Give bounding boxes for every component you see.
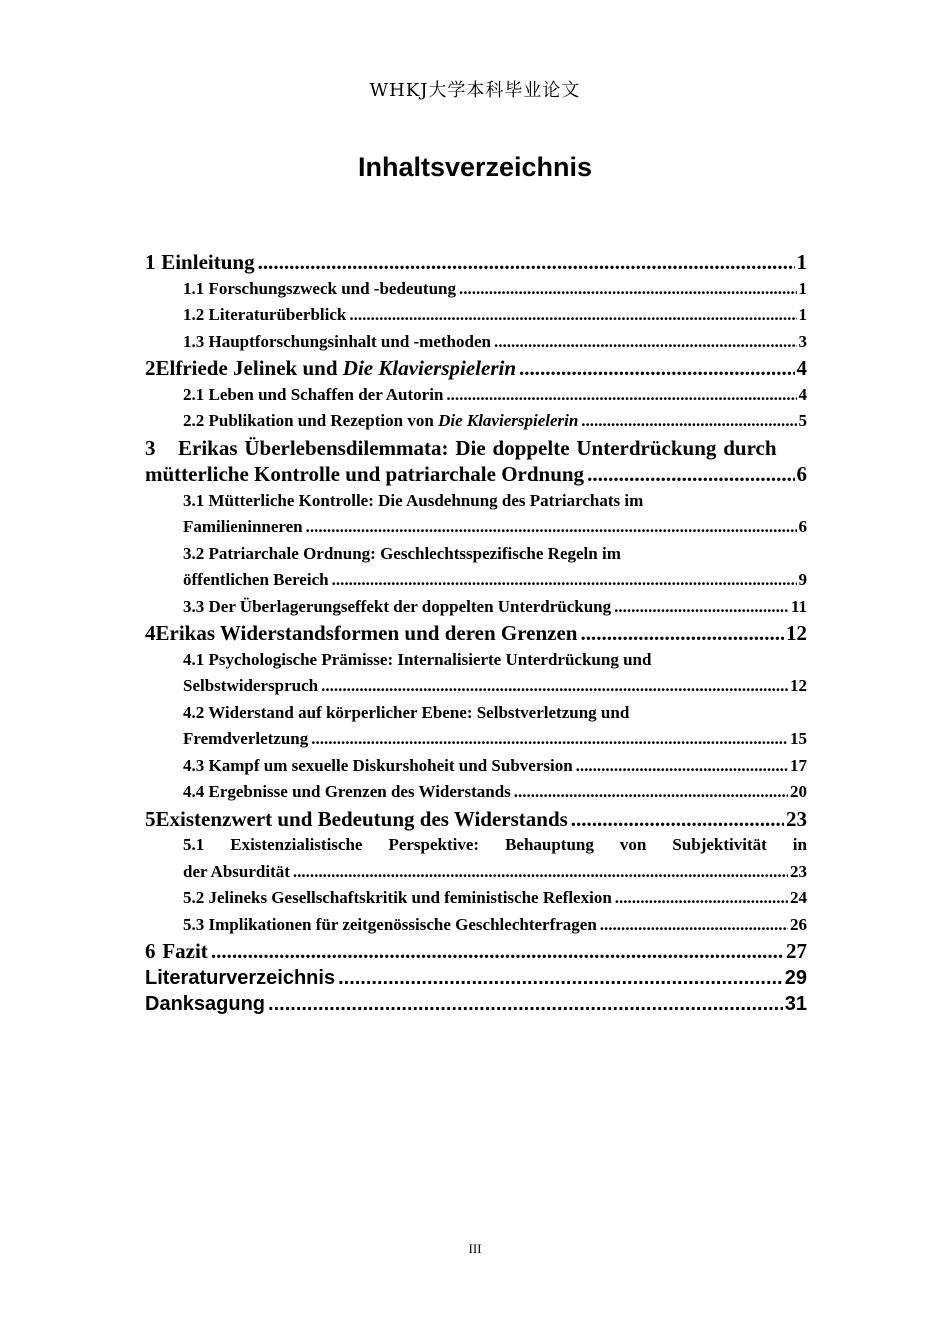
- toc-entry-section-5-1[interactable]: [145, 832, 807, 885]
- page-number: 6: [798, 517, 807, 536]
- section-title: 3.2 Patriarchale Ordnung: Geschlechtsspezifische Regeln im: [183, 543, 621, 563]
- toc-entry-section-4-3[interactable]: [145, 753, 807, 780]
- section-title-continued: öffentlichen Bereich: [183, 570, 329, 589]
- chapter-title-line-1: [145, 435, 807, 462]
- dot-leader: [446, 382, 796, 409]
- page-number: 24: [790, 888, 807, 907]
- section-title: 4.3 Kampf um sexuelle Diskurshoheit und Subversion: [183, 755, 573, 775]
- page-number: 5: [798, 411, 807, 430]
- section-title: 5.2 Jelineks Gesellschaftskritik und feministische Reflexion: [183, 888, 612, 907]
- dot-leader: [311, 726, 788, 753]
- toc-entry-section-2-2[interactable]: [145, 408, 807, 435]
- section-title: 5.3 Implikationen für zeitgenössische Geschlechterfragen: [183, 914, 597, 934]
- section-title-justified: [145, 832, 807, 859]
- dot-leader: [459, 276, 797, 303]
- section-title-word: in: [792, 835, 807, 854]
- toc-entry-section-3-3[interactable]: [145, 594, 807, 621]
- toc-entry-section-3-1[interactable]: [145, 488, 807, 541]
- section-title-word: Perspektive:: [388, 835, 480, 854]
- section-title-line-2: [145, 859, 807, 886]
- section-title: 3.1 Mütterliche Kontrolle: Die Ausdehnung des Patriarchats im: [183, 490, 644, 510]
- dot-leader: [268, 991, 783, 1018]
- toc-entry-chapter-2[interactable]: [145, 355, 807, 382]
- page-number: 29: [784, 966, 807, 989]
- section-title: 4.2 Widerstand auf körperlicher Ebene: Selbstverletzung und: [183, 702, 630, 722]
- section-title: 4.1 Psychologische Prämisse: Internalisierte Unterdrückung und: [183, 649, 652, 669]
- chapter-title: Existenzwert und Bedeutung des Widerstands: [155, 806, 568, 831]
- chapter-title-line-2: [145, 461, 807, 488]
- page-number: 4: [798, 384, 807, 404]
- section-title-word: Existenzialistische: [230, 835, 363, 854]
- section-title-continued: der Absurdität: [183, 861, 290, 881]
- table-of-contents: [145, 249, 807, 1018]
- page-number: 11: [790, 596, 807, 616]
- chapter-number: 3: [145, 435, 156, 460]
- dot-leader: [519, 355, 794, 382]
- page-number: 1: [798, 278, 807, 298]
- dot-leader: [581, 408, 796, 435]
- section-title-word: von: [619, 835, 647, 854]
- toc-entry-section-5-3[interactable]: [145, 912, 807, 939]
- section-title-line-2: [145, 726, 807, 753]
- chapter-number: 1: [145, 250, 156, 274]
- toc-entry-section-5-2[interactable]: [145, 885, 807, 912]
- page-number: 31: [784, 993, 807, 1015]
- chapter-number: 2: [145, 356, 156, 380]
- chapter-title: Erikas Überlebensdilemmata: Die doppelte Unterdrückung durch: [178, 435, 777, 460]
- dot-leader: [494, 329, 797, 356]
- chapter-title-text: Elfriede Jelinek und: [155, 356, 343, 380]
- chapter-title: Einleitung: [161, 250, 255, 274]
- dot-leader: [614, 594, 789, 621]
- section-title-word: Subjektivität: [672, 835, 767, 854]
- page-number: 26: [790, 914, 807, 934]
- section-title: [183, 408, 578, 435]
- page-footer-number: III: [468, 1241, 482, 1256]
- page-number: 4: [796, 356, 807, 380]
- toc-entry-chapter-3[interactable]: [145, 435, 807, 488]
- page-number: 12: [790, 676, 807, 695]
- dot-leader: [321, 673, 788, 700]
- section-title-word: 5.1: [183, 835, 205, 854]
- toc-entry-section-1-1[interactable]: [145, 276, 807, 303]
- chapter-title: [156, 355, 517, 382]
- chapter-number: 6: [145, 939, 156, 963]
- entry-title: Danksagung: [145, 993, 266, 1015]
- chapter-number: 4: [145, 621, 156, 645]
- section-title-line-2: [145, 514, 807, 541]
- section-title-word: Behauptung: [505, 835, 594, 854]
- chapter-title: Fazit: [162, 939, 208, 963]
- page-number: 9: [798, 570, 807, 589]
- chapter-number: 5: [145, 806, 156, 831]
- section-title-text: 2.2 Publikation und Rezeption von: [183, 411, 439, 430]
- section-title-line-2: [145, 567, 807, 594]
- toc-entry-section-3-2[interactable]: [145, 541, 807, 594]
- dot-leader: [576, 753, 788, 780]
- section-title-continued: Familieninneren: [183, 517, 303, 536]
- chapter-title: Erikas Widerstandsformen und deren Grenzen: [155, 621, 578, 645]
- dot-leader: [600, 912, 788, 939]
- toc-entry-chapter-5[interactable]: [145, 806, 807, 833]
- dot-leader: [349, 302, 796, 329]
- page-number: 17: [790, 755, 807, 775]
- dot-leader: [306, 514, 797, 541]
- section-title: 2.1 Leben und Schaffen der Autorin: [183, 384, 444, 404]
- toc-entry-danksagung[interactable]: [145, 991, 807, 1018]
- page-number: 27: [786, 939, 807, 963]
- toc-entry-chapter-6[interactable]: [145, 938, 807, 965]
- toc-entry-section-4-2[interactable]: [145, 700, 807, 753]
- toc-entry-section-4-4[interactable]: [145, 779, 807, 806]
- book-title: Die Klavierspielerin: [438, 411, 579, 430]
- section-title: 1.3 Hauptforschungsinhalt und -methoden: [183, 331, 491, 351]
- dot-leader: [293, 859, 788, 886]
- page-number: 6: [796, 462, 807, 486]
- toc-entry-chapter-4[interactable]: [145, 620, 807, 647]
- toc-entry-section-1-3[interactable]: [145, 329, 807, 356]
- running-header: WHKJ大学本科毕业论文: [369, 80, 581, 101]
- toc-entry-section-1-2[interactable]: [145, 302, 807, 329]
- chapter-title-continued: mütterliche Kontrolle und patriarchale Ordnung: [145, 462, 585, 486]
- page-number: 23: [790, 861, 807, 881]
- section-title: 1.1 Forschungszweck und -bedeutung: [183, 278, 456, 298]
- page-number: 1: [798, 305, 807, 324]
- page-number: 23: [786, 806, 807, 831]
- section-title: 3.3 Der Überlagerungseffekt der doppelten Unterdrückung: [183, 596, 612, 616]
- dot-leader: [581, 620, 785, 647]
- entry-title: Literaturverzeichnis: [145, 966, 336, 989]
- dot-leader: [615, 885, 788, 912]
- section-title: 4.4 Ergebnisse und Grenzen des Widerstands: [183, 782, 511, 801]
- book-title: Die Klavierspielerin: [342, 356, 517, 380]
- section-title-continued: Selbstwiderspruch: [183, 676, 319, 695]
- page-number: 15: [790, 729, 807, 748]
- page-title: Inhaltsverzeichnis: [357, 152, 593, 182]
- toc-entry-section-4-1[interactable]: [145, 647, 807, 700]
- page-number: 1: [796, 250, 807, 274]
- toc-entry-chapter-1[interactable]: [145, 249, 807, 276]
- dot-leader: [258, 249, 795, 276]
- page-number: 3: [798, 331, 807, 351]
- section-title: 1.2 Literaturüberblick: [183, 305, 347, 324]
- toc-entry-section-2-1[interactable]: [145, 382, 807, 409]
- dot-leader: [587, 461, 794, 488]
- page-number: 12: [786, 621, 807, 645]
- dot-leader: [571, 806, 784, 833]
- page-number: 20: [790, 782, 807, 801]
- toc-entry-literaturverzeichnis[interactable]: [145, 965, 807, 992]
- dot-leader: [514, 779, 788, 806]
- dot-leader: [332, 567, 797, 594]
- dot-leader: [338, 965, 783, 992]
- section-title-continued: Fremdverletzung: [183, 729, 309, 748]
- section-title-line-2: [145, 673, 807, 700]
- dot-leader: [211, 938, 784, 965]
